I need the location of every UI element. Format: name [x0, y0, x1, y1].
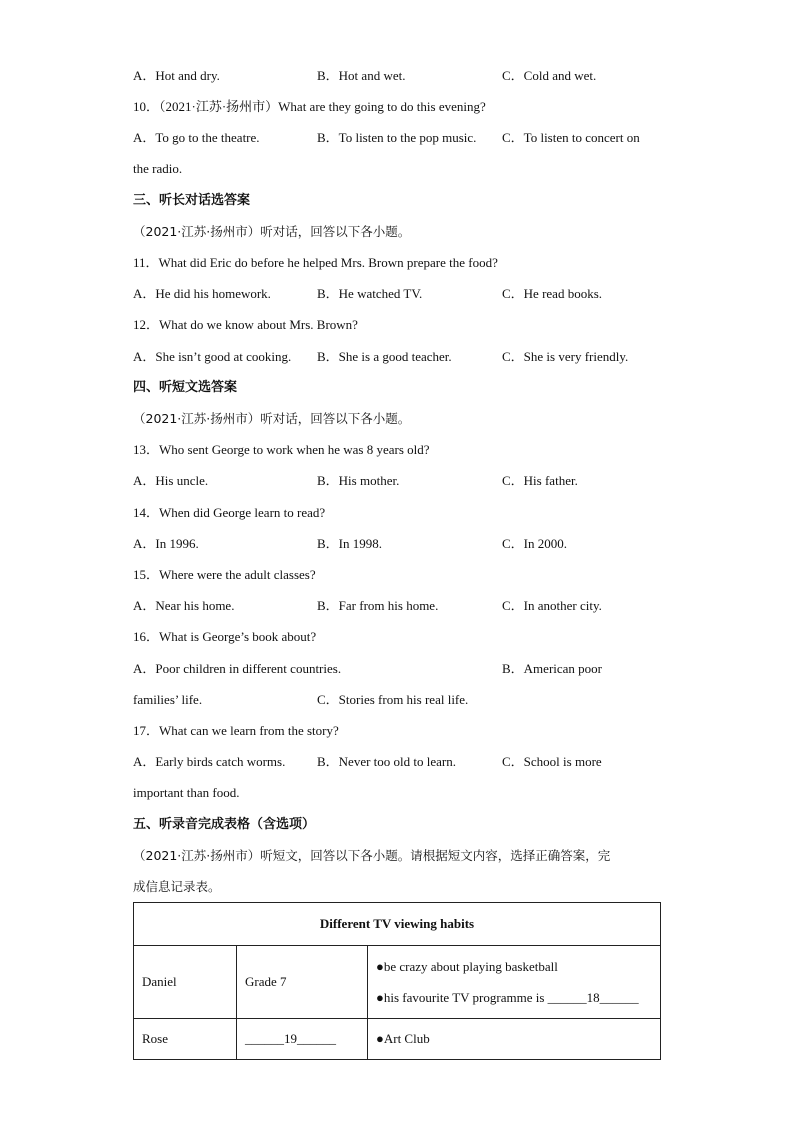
- q15-option-a: A．Near his home.: [133, 598, 235, 613]
- q9-option-c: C．Cold and wet.: [502, 68, 597, 83]
- section3-intro: （2021·江苏·扬州市）听对话，回答以下各小题。: [133, 224, 411, 239]
- tv-habits-table: [133, 902, 661, 1060]
- q17-option-b: B．Never too old to learn.: [317, 754, 456, 769]
- q16-option-b-continued: families’ life.: [133, 692, 203, 707]
- q12-option-b: B．She is a good teacher.: [317, 349, 452, 364]
- table-cell-name: Rose: [134, 1019, 237, 1060]
- q13-stem: 13．Who sent George to work when he was 8 years old?: [133, 442, 430, 457]
- q15-option-b: B．Far from his home.: [317, 598, 439, 613]
- q11-option-c: C．He read books.: [502, 286, 603, 301]
- table-cell-info: ●Art Club: [368, 1019, 661, 1060]
- q16-option-c: C．Stories from his real life.: [317, 692, 469, 707]
- q11-stem: 11．What did Eric do before he helped Mrs. Brown prepare the food?: [133, 255, 498, 270]
- table-info-text: ●his favourite TV programme is: [376, 990, 548, 1005]
- table-cell-info: [368, 946, 661, 1019]
- q17-option-c-continued: important than food.: [133, 785, 240, 800]
- q13-option-c: C．His father.: [502, 473, 578, 488]
- q16-stem: 16．What is George’s book about?: [133, 629, 317, 644]
- q9-option-a: A．Hot and dry.: [133, 68, 220, 83]
- table-info-line: [376, 982, 660, 1013]
- q17-stem: 17．What can we learn from the story?: [133, 723, 339, 738]
- section5-intro-line1: （2021·江苏·扬州市）听短文，回答以下各小题。请根据短文内容，选择正确答案，完: [133, 848, 611, 863]
- table-row: [134, 1019, 661, 1060]
- q15-stem: 15．Where were the adult classes?: [133, 567, 316, 582]
- table-cell-name: Daniel: [134, 946, 237, 1019]
- q16-option-a: A．Poor children in different countries.: [133, 661, 342, 676]
- section5-intro-line2: 成信息记录表。: [133, 879, 221, 894]
- q13-option-a: A．His uncle.: [133, 473, 209, 488]
- q12-stem: 12．What do we know about Mrs. Brown?: [133, 317, 358, 332]
- q10-option-c: C．To listen to concert on: [502, 130, 640, 145]
- q15-option-c: C．In another city.: [502, 598, 602, 613]
- q14-option-c: C．In 2000.: [502, 536, 568, 551]
- q10-option-b: B．To listen to the pop music.: [317, 130, 477, 145]
- q17-option-a: A．Early birds catch worms.: [133, 754, 286, 769]
- section5-title: 五、听录音完成表格（含选项）: [133, 817, 316, 832]
- q14-option-b: B．In 1998.: [317, 536, 383, 551]
- table-cell-grade: Grade 7: [237, 946, 368, 1019]
- q17-option-c: C．School is more: [502, 754, 602, 769]
- q16-option-b: B．American poor: [502, 661, 603, 676]
- q12-option-c: C．She is very friendly.: [502, 349, 629, 364]
- answer-blank-19: ______19______: [245, 1031, 336, 1046]
- table-row: [134, 946, 661, 1019]
- q11-option-a: A．He did his homework.: [133, 286, 271, 301]
- q10-option-a: A．To go to the theatre.: [133, 130, 260, 145]
- section3-title: 三、听长对话选答案: [133, 193, 251, 208]
- q12-option-a: A．She isn’t good at cooking.: [133, 349, 292, 364]
- q13-option-b: B．His mother.: [317, 473, 400, 488]
- section4-intro: （2021·江苏·扬州市）听对话，回答以下各小题。: [133, 411, 411, 426]
- table-title: Different TV viewing habits: [134, 903, 661, 946]
- answer-blank-18: ______18______: [547, 990, 639, 1005]
- q10-option-c-continued: the radio.: [133, 161, 183, 176]
- q14-option-a: A．In 1996.: [133, 536, 199, 551]
- table-cell-grade: [237, 1019, 368, 1060]
- q11-option-b: B．He watched TV.: [317, 286, 423, 301]
- table-info-line: ●be crazy about playing basketball: [376, 959, 558, 974]
- q14-stem: 14．When did George learn to read?: [133, 505, 326, 520]
- section4-title: 四、听短文选答案: [133, 380, 238, 395]
- q10-stem: 10．（2021·江苏·扬州市）What are they going to do this evening?: [133, 99, 486, 114]
- q9-option-b: B．Hot and wet.: [317, 68, 406, 83]
